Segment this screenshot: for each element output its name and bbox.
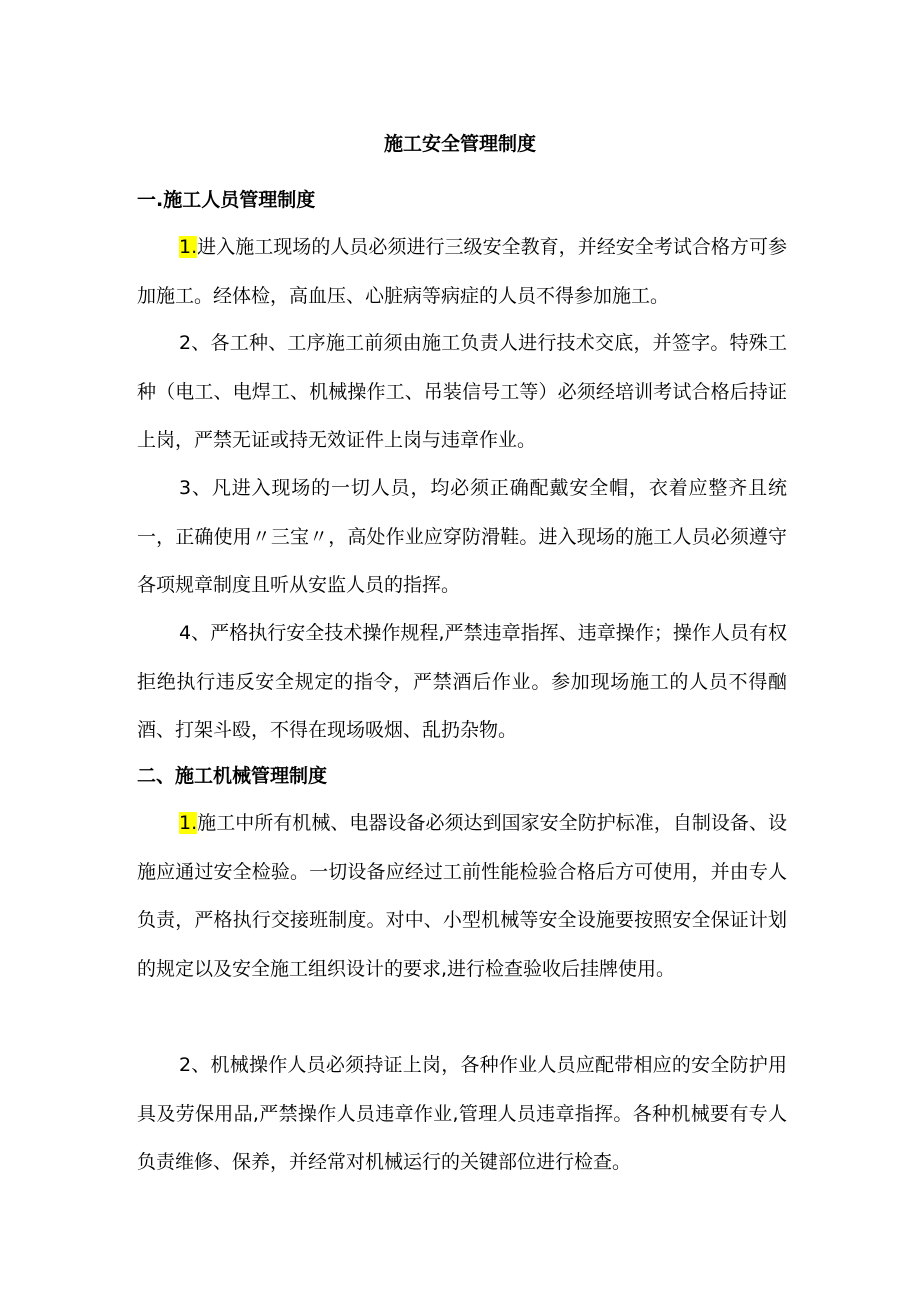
paragraph (137, 319, 787, 465)
paragraph (137, 223, 787, 320)
paragraph-text: 进入施工现场的人员必须进行三级安全教育，并经安全考试合格方可参加施工。经体检，高血压、心脏病等病症的人员不得参加施工。 (137, 236, 787, 307)
paragraph (137, 464, 787, 610)
paragraph-number: 2、 (179, 1054, 211, 1076)
paragraph (137, 799, 787, 993)
paragraph-number: 4、 (179, 622, 211, 644)
paragraph-number: 1. (179, 236, 198, 258)
paragraph-text: 各工种、工序施工前须由施工负责人进行技术交底，并签字。特殊工种（电工、电焊工、机械操作工、吊装信号工等）必须经培训考试合格后持证上岗，严禁无证或持无效证件上岗与违章作业。 (137, 332, 787, 451)
paragraph-text: 凡进入现场的一切人员，均必须正确配戴安全帽，衣着应整齐且统一，正确使用〃三宝〃，高处作业应穿防滑鞋。进入现场的施工人员必须遵守各项规章制度且听从安监人员的指挥。 (137, 477, 787, 596)
section-heading-machinery: 二、施工机械管理制度 (137, 765, 328, 787)
paragraph (137, 609, 787, 755)
paragraph-number: 3、 (179, 477, 212, 499)
paragraph-number: 2、 (179, 332, 211, 354)
document-title: 施工安全管理制度 (383, 133, 536, 155)
paragraph-text: 施工中所有机械、电器设备必须达到国家安全防护标准，自制设备、设施应通过安全检验。一切设备应经过工前性能检验合格后方可使用，并由专人负责，严格执行交接班制度。对中、小型机械等安全设施要按照安全保证计划的规定以及安全施工组织设计的要求,进行检查验收后挂牌使用。 (137, 812, 787, 980)
paragraph-text: 机械操作人员必须持证上岗，各种作业人员应配带相应的安全防护用具及劳保用品,严禁操作人员违章作业,管理人员违章指挥。各种机械要有专人负责维修、保养，并经常对机械运行的关键部位进行检查。 (137, 1054, 787, 1173)
paragraph-number: 1. (179, 812, 198, 834)
section-heading-personnel: 一.施工人员管理制度 (137, 189, 316, 211)
paragraph-text: 严格执行安全技术操作规程,严禁违章指挥、违章操作；操作人员有权拒绝执行违反安全规定的指令，严禁酒后作业。参加现场施工的人员不得酗酒、打架斗殴，不得在现场吸烟、乱扔杂物。 (137, 622, 788, 741)
paragraph (137, 1041, 787, 1187)
